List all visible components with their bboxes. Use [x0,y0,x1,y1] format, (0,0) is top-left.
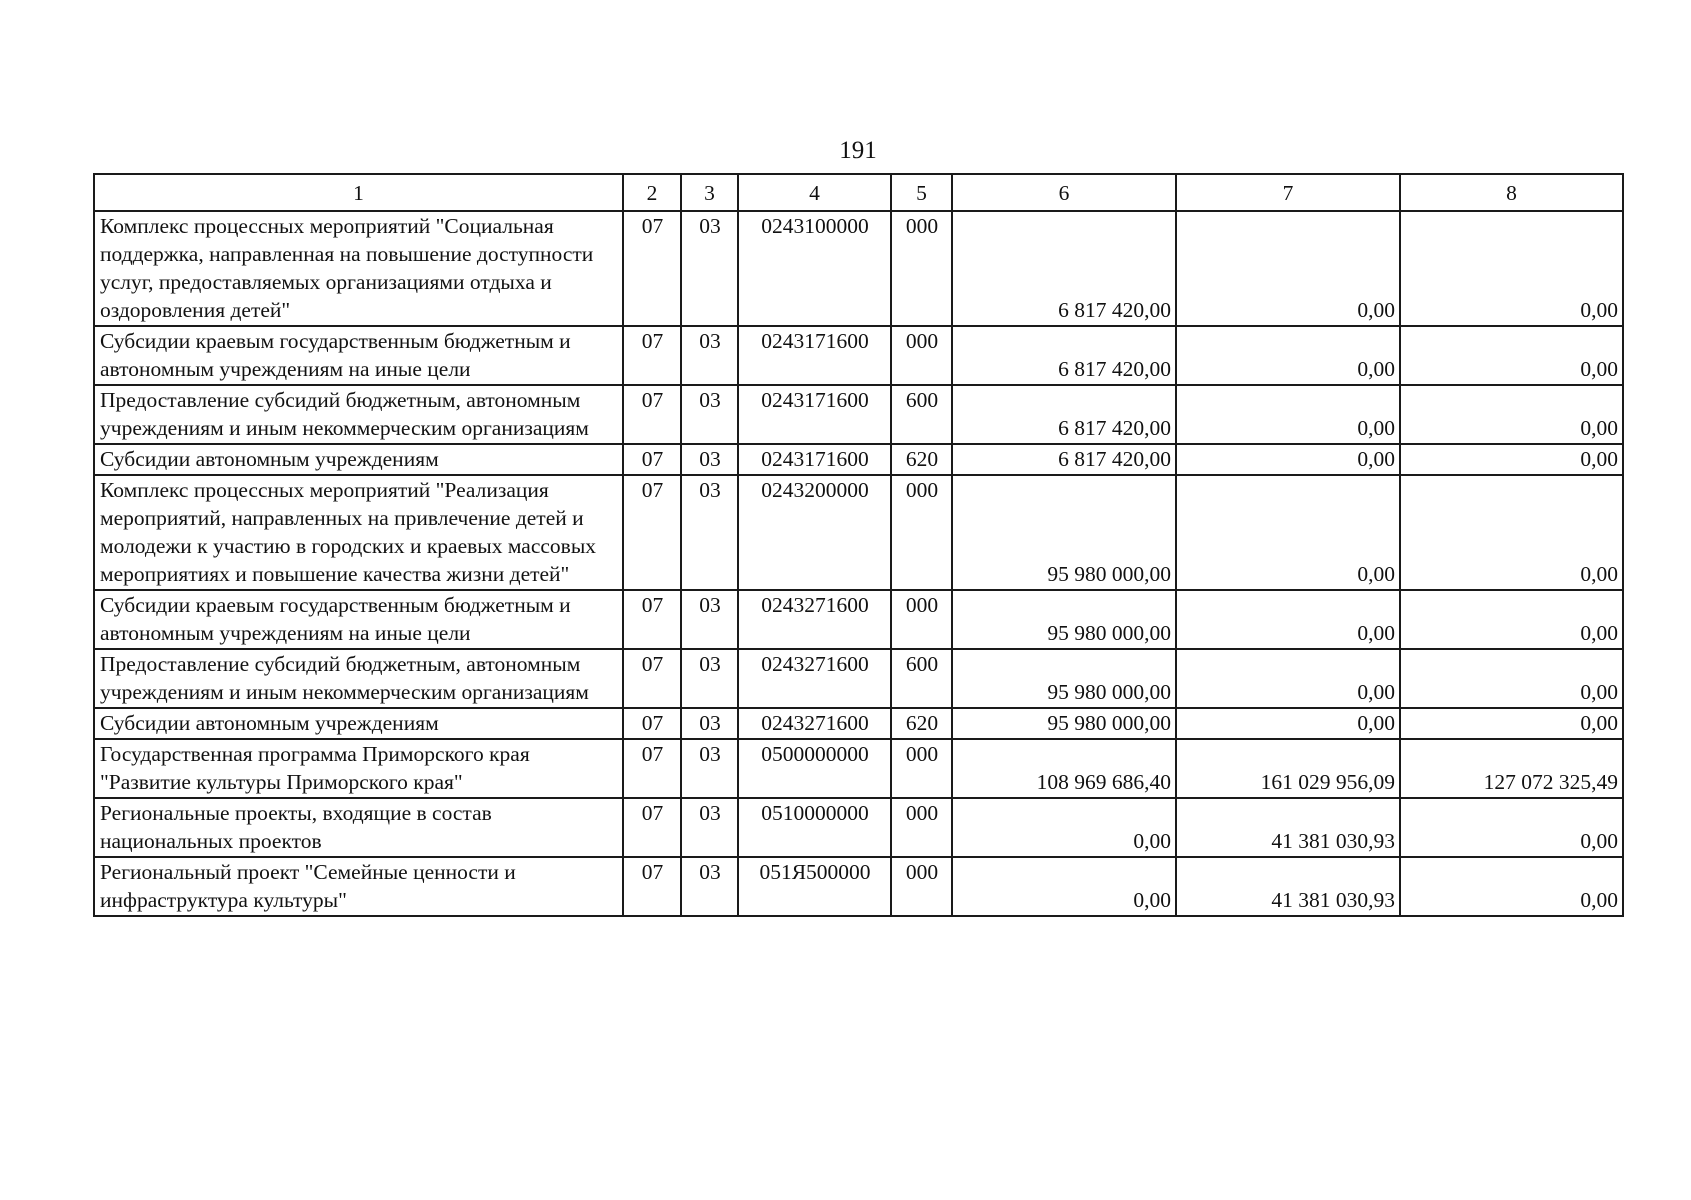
amount-col-6: 95 980 000,00 [952,475,1176,590]
target-article-code: 051Я500000 [738,857,891,916]
row-name: Региональные проекты, входящие в состав национальных проектов [94,798,623,857]
section-code: 07 [623,444,681,475]
expense-type-code: 000 [891,739,952,798]
header-col-4: 4 [738,174,891,211]
section-code: 07 [623,798,681,857]
amount-col-8: 0,00 [1400,444,1623,475]
budget-table [93,173,1624,917]
target-article-code: 0243271600 [738,590,891,649]
section-code: 07 [623,739,681,798]
section-code: 07 [623,590,681,649]
row-name: Субсидии автономным учреждениям [94,444,623,475]
expense-type-code: 620 [891,444,952,475]
subsection-code: 03 [681,385,738,444]
amount-col-8: 0,00 [1400,708,1623,739]
table-row [94,649,1623,708]
table-row [94,211,1623,326]
amount-col-8: 0,00 [1400,385,1623,444]
amount-col-6: 6 817 420,00 [952,326,1176,385]
header-col-3: 3 [681,174,738,211]
subsection-code: 03 [681,590,738,649]
expense-type-code: 600 [891,649,952,708]
amount-col-7: 41 381 030,93 [1176,857,1400,916]
amount-col-6: 95 980 000,00 [952,590,1176,649]
row-name: Предоставление субсидий бюджетным, автономным учреждениям и иным некоммерческим организациям [94,385,623,444]
amount-col-7: 0,00 [1176,444,1400,475]
table-row [94,385,1623,444]
row-name: Субсидии автономным учреждениям [94,708,623,739]
header-col-6: 6 [952,174,1176,211]
amount-col-7: 41 381 030,93 [1176,798,1400,857]
row-name: Предоставление субсидий бюджетным, автономным учреждениям и иным некоммерческим организациям [94,649,623,708]
expense-type-code: 000 [891,211,952,326]
table-header [94,174,1623,211]
table-row [94,475,1623,590]
row-name: Субсидии краевым государственным бюджетным и автономным учреждениям на иные цели [94,326,623,385]
row-name: Региональный проект "Семейные ценности и инфраструктура культуры" [94,857,623,916]
header-row [94,174,1623,211]
table-row [94,739,1623,798]
amount-col-7: 0,00 [1176,211,1400,326]
subsection-code: 03 [681,739,738,798]
table-row [94,857,1623,916]
target-article-code: 0243171600 [738,326,891,385]
section-code: 07 [623,385,681,444]
amount-col-7: 0,00 [1176,649,1400,708]
amount-col-8: 0,00 [1400,798,1623,857]
amount-col-8: 0,00 [1400,475,1623,590]
table-row [94,326,1623,385]
header-col-1: 1 [94,174,623,211]
expense-type-code: 000 [891,857,952,916]
amount-col-7: 0,00 [1176,708,1400,739]
subsection-code: 03 [681,211,738,326]
expense-type-code: 000 [891,798,952,857]
target-article-code: 0500000000 [738,739,891,798]
amount-col-6: 95 980 000,00 [952,708,1176,739]
subsection-code: 03 [681,326,738,385]
subsection-code: 03 [681,708,738,739]
amount-col-6: 0,00 [952,798,1176,857]
amount-col-7: 0,00 [1176,385,1400,444]
amount-col-7: 161 029 956,09 [1176,739,1400,798]
amount-col-6: 108 969 686,40 [952,739,1176,798]
header-col-8: 8 [1400,174,1623,211]
amount-col-6: 6 817 420,00 [952,211,1176,326]
table-body [94,211,1623,916]
amount-col-6: 6 817 420,00 [952,444,1176,475]
subsection-code: 03 [681,798,738,857]
section-code: 07 [623,326,681,385]
page-number: 191 [839,137,877,164]
header-col-5: 5 [891,174,952,211]
section-code: 07 [623,857,681,916]
row-name: Комплекс процессных мероприятий "Реализация мероприятий, направленных на привлечение детей и молодежи к участию в городских и краевых массовых мероприятиях и повышение качества жизни детей" [94,475,623,590]
subsection-code: 03 [681,475,738,590]
amount-col-7: 0,00 [1176,326,1400,385]
amount-col-7: 0,00 [1176,475,1400,590]
target-article-code: 0243271600 [738,708,891,739]
row-name: Государственная программа Приморского края "Развитие культуры Приморского края" [94,739,623,798]
expense-type-code: 000 [891,590,952,649]
amount-col-6: 6 817 420,00 [952,385,1176,444]
header-col-2: 2 [623,174,681,211]
amount-col-8: 0,00 [1400,211,1623,326]
subsection-code: 03 [681,649,738,708]
target-article-code: 0243171600 [738,385,891,444]
table-row [94,798,1623,857]
section-code: 07 [623,649,681,708]
amount-col-8: 127 072 325,49 [1400,739,1623,798]
expense-type-code: 600 [891,385,952,444]
amount-col-7: 0,00 [1176,590,1400,649]
table-row [94,708,1623,739]
amount-col-8: 0,00 [1400,649,1623,708]
section-code: 07 [623,708,681,739]
target-article-code: 0510000000 [738,798,891,857]
section-code: 07 [623,211,681,326]
target-article-code: 0243100000 [738,211,891,326]
target-article-code: 0243171600 [738,444,891,475]
subsection-code: 03 [681,444,738,475]
subsection-code: 03 [681,857,738,916]
amount-col-6: 95 980 000,00 [952,649,1176,708]
amount-col-6: 0,00 [952,857,1176,916]
table-row [94,444,1623,475]
header-col-7: 7 [1176,174,1400,211]
amount-col-8: 0,00 [1400,590,1623,649]
expense-type-code: 000 [891,326,952,385]
section-code: 07 [623,475,681,590]
amount-col-8: 0,00 [1400,857,1623,916]
row-name: Комплекс процессных мероприятий "Социальная поддержка, направленная на повышение доступности услуг, предоставляемых организациями отдыха и оздоровления детей" [94,211,623,326]
amount-col-8: 0,00 [1400,326,1623,385]
row-name: Субсидии краевым государственным бюджетным и автономным учреждениям на иные цели [94,590,623,649]
table-row [94,590,1623,649]
expense-type-code: 620 [891,708,952,739]
target-article-code: 0243271600 [738,649,891,708]
target-article-code: 0243200000 [738,475,891,590]
expense-type-code: 000 [891,475,952,590]
